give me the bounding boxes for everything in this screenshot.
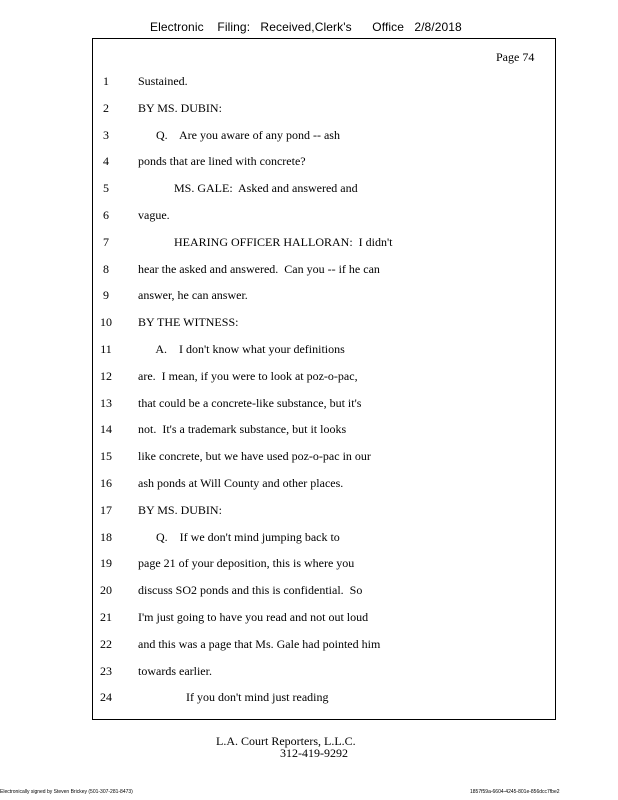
line-number: 16: [100, 476, 112, 490]
footer-company: L.A. Court Reporters, L.L.C.: [216, 734, 356, 748]
line-number: 24: [100, 690, 112, 705]
line-number: 17: [100, 502, 112, 517]
line-number: 15: [100, 449, 112, 464]
line-number: 13: [100, 395, 112, 410]
line-text: towards earlier.: [138, 663, 212, 678]
line-number: 19: [100, 556, 112, 571]
line-text: and this was a page that Ms. Gale had pointed him: [138, 636, 381, 651]
line-text: I'm just going to have you read and not out loud: [138, 610, 369, 624]
line-text: If you don't mind just reading: [138, 690, 329, 705]
line-number: 8: [103, 261, 109, 276]
line-number: 5: [103, 181, 109, 196]
line-number: 18: [100, 529, 112, 544]
electronic-signature: Electronically signed by Steven Brickey (501-307-281-8473): [0, 789, 133, 795]
line-text: not. It's a trademark substance, but it looks: [138, 422, 347, 437]
page-number: Page 74: [496, 50, 535, 64]
line-number: 7: [103, 234, 109, 249]
line-number: 9: [103, 288, 109, 303]
line-number: 2: [103, 100, 109, 115]
line-text: ponds that are lined with concrete?: [138, 154, 306, 169]
line-number: 23: [100, 663, 112, 678]
line-text: like concrete, but we have used poz-o-pac in our: [138, 449, 371, 464]
line-text: discuss SO2 ponds and this is confidential. So: [138, 583, 363, 598]
line-text: Q. If we don't mind jumping back to: [138, 529, 340, 544]
line-number: 11: [100, 342, 112, 356]
line-number: 10: [100, 315, 112, 330]
line-number: 21: [100, 610, 112, 624]
line-text: Q. Are you aware of any pond -- ash: [138, 127, 340, 142]
line-text: MS. GALE: Asked and answered and: [138, 181, 358, 196]
line-text: A. I don't know what your definitions: [138, 342, 345, 356]
line-number: 14: [100, 422, 112, 437]
line-number: 4: [103, 154, 109, 169]
line-text: vague.: [138, 208, 170, 222]
line-number: 12: [100, 368, 112, 383]
line-text: BY THE WITNESS:: [138, 315, 239, 330]
line-text: BY MS. DUBIN:: [138, 502, 222, 517]
line-text: Sustained.: [138, 74, 188, 88]
line-text: that could be a concrete-like substance, but it's: [138, 395, 362, 410]
line-text: page 21 of your deposition, this is where you: [138, 556, 355, 571]
line-number: 6: [103, 208, 109, 222]
line-text: HEARING OFFICER HALLORAN: I didn't: [138, 234, 393, 249]
line-number: 1: [103, 74, 109, 88]
document-hash: 1857f59a-6604-4245-801e-856dcc7fbe2: [470, 789, 560, 795]
filing-header: Electronic Filing: Received,Clerk's Office 2/8/2018: [150, 20, 462, 34]
line-number: 22: [100, 636, 112, 651]
line-number: 3: [103, 127, 109, 142]
line-text: BY MS. DUBIN:: [138, 100, 222, 115]
line-text: hear the asked and answered. Can you -- if he can: [138, 261, 380, 276]
line-text: ash ponds at Will County and other places.: [138, 476, 344, 490]
line-text: are. I mean, if you were to look at poz-o-pac,: [138, 368, 358, 383]
footer-phone: 312-419-9292: [280, 746, 348, 760]
line-number: 20: [100, 583, 112, 598]
line-text: answer, he can answer.: [138, 288, 248, 303]
